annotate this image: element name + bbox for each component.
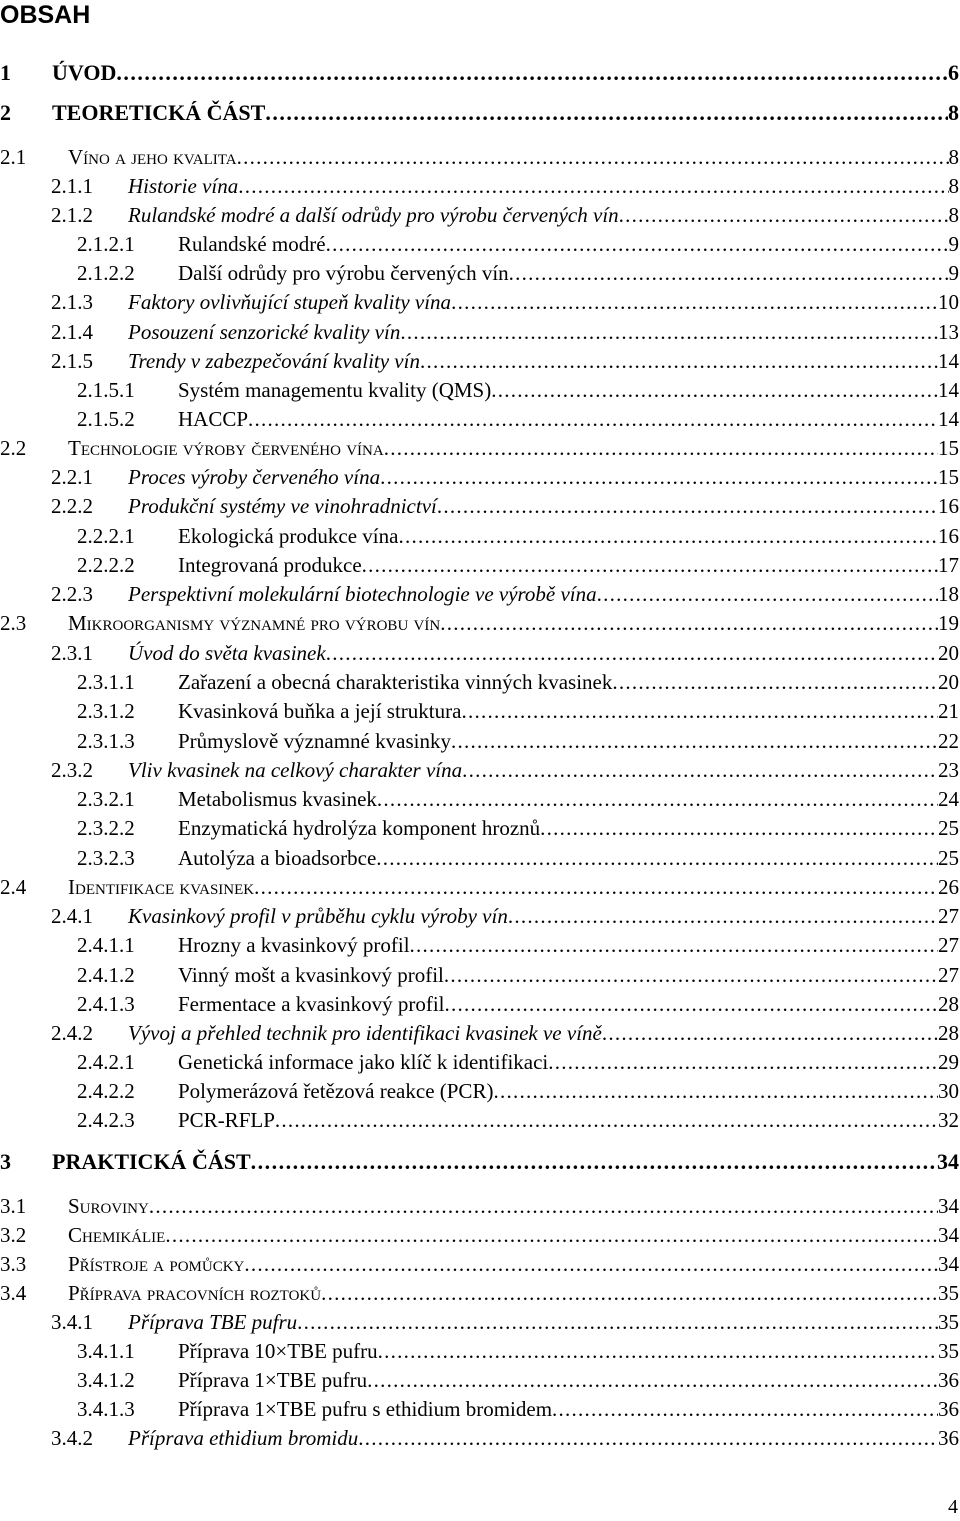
toc-dot-leader: [297, 1310, 938, 1334]
toc-entry[interactable]: [0, 345, 959, 373]
toc-entry-label: Hrozny a kvasinkový profil: [178, 933, 410, 957]
toc-entry-number: 2.1: [0, 145, 27, 169]
toc-entry-page: 34: [938, 1252, 959, 1276]
toc-entry-number: 1: [0, 60, 11, 85]
toc-entry-label: Posouzení senzorické kvality vín: [128, 320, 401, 344]
toc-entry-page: 14: [938, 378, 959, 402]
toc-entry-label: Příprava ethidium bromidu: [128, 1426, 359, 1450]
toc-dot-leader: [440, 611, 938, 635]
toc-entry-label: Vliv kvasinek na celkový charakter vína: [128, 758, 463, 782]
toc-entry[interactable]: [0, 1335, 959, 1363]
toc-entry-page: 20: [938, 641, 959, 665]
toc-entry[interactable]: [0, 286, 959, 314]
toc-entry-number: 2.1.4: [51, 320, 93, 344]
toc-entry[interactable]: [0, 1277, 959, 1305]
toc-dot-leader: [602, 1021, 938, 1045]
toc-entry-number: 2.4.1.1: [77, 933, 135, 957]
toc-entry[interactable]: [0, 432, 959, 460]
toc-entry-number: 2.1.2.1: [77, 232, 135, 256]
toc-entry-number: 2.1.5.1: [77, 378, 135, 402]
toc-entry-label: Příprava 10×TBE pufru: [178, 1339, 378, 1363]
toc-entry-label: Průmyslově významné kvasinky: [178, 729, 451, 753]
toc-dot-leader: [398, 524, 938, 548]
toc-entry-label: Trendy v zabezpečování kvality vín: [128, 349, 420, 373]
toc-entry-number: 2.3.2: [51, 758, 93, 782]
toc-dot-leader: [445, 992, 939, 1016]
toc-dot-leader: [540, 816, 938, 840]
toc-entry-number: 2.2.2.1: [77, 524, 135, 548]
toc-entry-page: 21: [938, 699, 959, 723]
toc-entry[interactable]: [0, 490, 959, 518]
toc-entry-label: Metabolismus kvasinek: [178, 787, 377, 811]
toc-entry-label: Technologie výroby červeného vína: [68, 436, 384, 460]
toc-entry-number: 2.4.1: [51, 904, 93, 928]
toc-entry-page: 34: [937, 1149, 959, 1174]
toc-entry-page: 36: [938, 1426, 959, 1450]
toc-entry-page: 9: [948, 261, 959, 285]
toc-dot-leader: [619, 203, 949, 227]
toc-entry-page: 28: [938, 992, 959, 1016]
toc-entry[interactable]: [0, 578, 959, 606]
toc-entry-page: 17: [938, 553, 959, 577]
toc-entry-label: Další odrůdy pro výrobu červených vín: [178, 261, 509, 285]
toc-entry[interactable]: [0, 1248, 959, 1276]
toc-entry[interactable]: [0, 228, 959, 256]
toc-entry[interactable]: [0, 725, 959, 753]
toc-entry[interactable]: [0, 170, 959, 198]
toc-dot-leader: [420, 349, 938, 373]
toc-entry-label: Kvasinkový profil v průběhu cyklu výroby vín: [128, 904, 508, 928]
toc-entry-label: Faktory ovlivňující stupeň kvality vína: [128, 290, 452, 314]
toc-dot-leader: [358, 1426, 938, 1450]
toc-entry-label: Identifikace kvasinek: [68, 875, 255, 899]
toc-entry-label: Kvasinková buňka a její struktura: [178, 699, 462, 723]
toc-entry-number: 2.3.2.1: [77, 787, 135, 811]
toc-dot-leader: [493, 1079, 938, 1103]
toc-dot-leader: [451, 729, 938, 753]
toc-entry-page: 27: [938, 904, 959, 928]
toc-entry[interactable]: [0, 57, 959, 85]
toc-entry-page: 15: [938, 465, 959, 489]
toc-entry-label: Přístroje a pomůcky: [68, 1252, 245, 1276]
toc-entry-label: Příprava 1×TBE pufru: [178, 1368, 368, 1392]
toc-entry-label: Proces výroby červeného vína: [128, 465, 381, 489]
toc-entry-label: ÚVOD: [52, 60, 117, 85]
toc-dot-leader: [548, 1050, 938, 1074]
toc-entry-number: 2.3.1.1: [77, 670, 135, 694]
toc-entry[interactable]: [0, 666, 959, 694]
toc-entry[interactable]: [0, 607, 959, 635]
toc-entry-number: 2.4.2.3: [77, 1108, 135, 1132]
toc-dot-leader: [362, 553, 938, 577]
toc-entry-page: 35: [938, 1281, 959, 1305]
toc-dot-leader: [326, 232, 949, 256]
toc-entry-number: 2.4.2.1: [77, 1050, 135, 1074]
toc-entry-number: 2.2.2: [51, 494, 93, 518]
toc-dot-leader: [462, 758, 938, 782]
toc-entry-label: Zařazení a obecná charakteristika vinných kvasinek: [178, 670, 613, 694]
toc-entry-page: 16: [938, 524, 959, 548]
toc-entry-page: 10: [938, 290, 959, 314]
toc-entry-page: 26: [938, 875, 959, 899]
toc-entry-page: 24: [938, 787, 959, 811]
toc-entry-page: 28: [938, 1021, 959, 1045]
toc-entry-page: 25: [938, 846, 959, 870]
toc-dot-leader: [116, 61, 948, 85]
toc-dot-leader: [244, 1252, 938, 1276]
toc-dot-leader: [597, 582, 938, 606]
toc-entry-label: Rulandské modré a další odrůdy pro výrobu červených vín: [128, 203, 619, 227]
toc-entry[interactable]: [0, 1422, 959, 1450]
toc-entry-page: 18: [938, 582, 959, 606]
toc-entry[interactable]: [0, 520, 959, 548]
toc-entry[interactable]: [0, 637, 959, 665]
toc-entry-number: 2.4.2: [51, 1021, 93, 1045]
toc-entry-label: Vývoj a přehled technik pro identifikaci kvasinek ve víně: [128, 1021, 602, 1045]
toc-dot-leader: [444, 963, 938, 987]
toc-dot-leader: [410, 933, 938, 957]
toc-entry-label: Rulandské modré: [178, 232, 326, 256]
page-title: OBSAH: [0, 1, 91, 29]
toc-entry-label: PCR-RFLP: [178, 1108, 275, 1132]
toc-entry[interactable]: [0, 871, 959, 899]
toc-entry-page: 8: [948, 174, 959, 198]
toc-dot-leader: [437, 494, 938, 518]
page-number: 4: [948, 1496, 958, 1518]
toc-dot-leader: [509, 261, 949, 285]
toc-dot-leader: [326, 641, 938, 665]
toc-entry-number: 2.4.1.3: [77, 992, 135, 1016]
toc-entry-number: 2.4: [0, 875, 27, 899]
toc-entry[interactable]: [0, 461, 959, 489]
toc-entry-label: PRAKTICKÁ ČÁST: [52, 1149, 251, 1174]
toc-dot-leader: [552, 1397, 938, 1421]
toc-entry-number: 3.3: [0, 1252, 27, 1276]
toc-entry-label: Autolýza a bioadsorbce: [178, 846, 377, 870]
toc-entry-page: 15: [938, 436, 959, 460]
toc-dot-leader: [321, 1281, 938, 1305]
toc-entry-page: 8: [948, 203, 959, 227]
toc-dot-leader: [149, 1194, 938, 1218]
toc-entry-label: Produkční systémy ve vinohradnictví: [128, 494, 437, 518]
toc-entry-number: 3.1: [0, 1194, 27, 1218]
toc-dot-leader: [248, 407, 938, 431]
toc-dot-leader: [238, 174, 948, 198]
toc-entry-page: 36: [938, 1397, 959, 1421]
toc-entry[interactable]: [0, 374, 959, 402]
toc-entry[interactable]: [0, 754, 959, 782]
toc-entry-label: TEORETICKÁ ČÁST: [52, 100, 266, 125]
toc-entry-page: 34: [938, 1223, 959, 1247]
toc-entry-number: 2.1.3: [51, 290, 93, 314]
toc-entry[interactable]: [0, 1306, 959, 1334]
toc-entry-label: Enzymatická hydrolýza komponent hroznů: [178, 816, 541, 840]
toc-entry-page: 25: [938, 816, 959, 840]
toc-entry-page: 8: [948, 145, 959, 169]
toc-entry-label: Ekologická produkce vína: [178, 524, 399, 548]
toc-entry-page: 35: [938, 1310, 959, 1334]
toc-entry-number: 2.2: [0, 436, 27, 460]
toc-dot-leader: [380, 465, 938, 489]
toc-entry-number: 2.3.1.2: [77, 699, 135, 723]
toc-entry-page: 36: [938, 1368, 959, 1392]
toc-entry-label: Historie vína: [128, 174, 239, 198]
toc-entry-number: 2.3.1: [51, 641, 93, 665]
toc-entry-label: Příprava 1×TBE pufru s ethidium bromidem: [178, 1397, 553, 1421]
toc-entry-page: 30: [938, 1079, 959, 1103]
toc-entry-number: 3: [0, 1149, 11, 1174]
toc-entry-label: Integrovaná produkce: [178, 553, 362, 577]
toc-entry-page: 6: [948, 60, 959, 85]
toc-entry-label: Mikroorganismy významné pro výrobu vín: [68, 611, 441, 635]
toc-dot-leader: [384, 436, 938, 460]
toc-dot-leader: [275, 1108, 938, 1132]
toc-dot-leader: [508, 904, 938, 928]
toc-dot-leader: [251, 1150, 937, 1174]
toc-entry-number: 2.1.1: [51, 174, 93, 198]
toc-entry-page: 9: [948, 232, 959, 256]
toc-dot-leader: [265, 101, 948, 125]
toc-dot-leader: [378, 1339, 938, 1363]
toc-entry[interactable]: [0, 812, 959, 840]
toc-entry-page: 32: [938, 1108, 959, 1132]
toc-entry[interactable]: [0, 988, 959, 1016]
toc-dot-leader: [367, 1368, 938, 1392]
toc-entry-page: 19: [938, 611, 959, 635]
toc-entry-number: 3.4.1.3: [77, 1397, 135, 1421]
toc-entry-number: 2.2.2.2: [77, 553, 135, 577]
toc-entry-number: 3.2: [0, 1223, 27, 1247]
toc-entry-label: Suroviny: [68, 1194, 149, 1218]
toc-dot-leader: [612, 670, 938, 694]
toc-entry[interactable]: [0, 929, 959, 957]
toc-entry-page: 16: [938, 494, 959, 518]
toc-entry-page: 29: [938, 1050, 959, 1074]
toc-entry-number: 3.4.1.2: [77, 1368, 135, 1392]
toc-entry[interactable]: [0, 783, 959, 811]
toc-entry-label: Polymerázová řetězová reakce (PCR): [178, 1079, 494, 1103]
toc-entry-page: 22: [938, 729, 959, 753]
toc-dot-leader: [400, 320, 938, 344]
toc-dot-leader: [491, 378, 938, 402]
toc-entry[interactable]: [0, 1104, 959, 1132]
toc-entry[interactable]: [0, 1393, 959, 1421]
toc-entry[interactable]: [0, 403, 959, 431]
toc-entry-number: 2.3.2.3: [77, 846, 135, 870]
toc-entry[interactable]: [0, 1219, 959, 1247]
toc-entry-page: 14: [938, 407, 959, 431]
toc-entry-label: Příprava TBE pufru: [128, 1310, 298, 1334]
toc-entry-number: 2.1.5: [51, 349, 93, 373]
toc-entry[interactable]: [0, 900, 959, 928]
toc-entry[interactable]: [0, 1075, 959, 1103]
toc-dot-leader: [254, 875, 938, 899]
toc-entry[interactable]: [0, 549, 959, 577]
toc-entry-label: Fermentace a kvasinkový profil: [178, 992, 445, 1016]
toc-entry[interactable]: [0, 695, 959, 723]
toc-entry-label: Úvod do světa kvasinek: [128, 641, 326, 665]
toc-entry-number: 2.3.1.3: [77, 729, 135, 753]
toc-entry[interactable]: [0, 1364, 959, 1392]
toc-entry[interactable]: [0, 141, 959, 169]
toc-entry-number: 2.1.2.2: [77, 261, 135, 285]
toc-entry[interactable]: [0, 1046, 959, 1074]
toc-entry[interactable]: [0, 1190, 959, 1218]
toc-entry[interactable]: [0, 257, 959, 285]
toc-entry[interactable]: [0, 316, 959, 344]
toc-entry-label: HACCP: [178, 407, 249, 431]
toc-dot-leader: [165, 1223, 938, 1247]
toc-entry-page: 23: [938, 758, 959, 782]
toc-entry[interactable]: [0, 1146, 959, 1174]
toc-entry-label: Systém managementu kvality (QMS): [178, 378, 492, 402]
toc-entry-label: Příprava pracovních roztoků: [68, 1281, 322, 1305]
toc-entry-number: 2.1.2: [51, 203, 93, 227]
toc-entry-page: 14: [938, 349, 959, 373]
toc-entry-number: 2.4.2.2: [77, 1079, 135, 1103]
toc-entry-page: 35: [938, 1339, 959, 1363]
toc-entry-page: 8: [948, 100, 959, 125]
toc-entry-number: 2.2.1: [51, 465, 93, 489]
toc-entry[interactable]: [0, 1017, 959, 1045]
toc-entry-label: Perspektivní molekulární biotechnologie ve výrobě vína: [128, 582, 597, 606]
toc-entry-page: 27: [938, 963, 959, 987]
toc-entry-label: Vinný mošt a kvasinkový profil: [178, 963, 444, 987]
toc-entry[interactable]: [0, 97, 959, 125]
toc-entry[interactable]: [0, 842, 959, 870]
toc-entry-number: 2.3: [0, 611, 27, 635]
toc-entry[interactable]: [0, 199, 959, 227]
toc-entry-label: Chemikálie: [68, 1223, 166, 1247]
toc-entry-number: 2.3.2.2: [77, 816, 135, 840]
toc-entry-number: 2: [0, 100, 11, 125]
toc-entry-number: 2.1.5.2: [77, 407, 135, 431]
toc-entry-label: Víno a jeho kvalita: [68, 145, 237, 169]
toc-entry-number: 2.4.1.2: [77, 963, 135, 987]
toc-dot-leader: [451, 290, 938, 314]
toc-entry-number: 3.4.2: [51, 1426, 93, 1450]
toc-entry-page: 34: [938, 1194, 959, 1218]
toc-entry-page: 13: [938, 320, 959, 344]
toc-entry-page: 27: [938, 933, 959, 957]
toc-entry-number: 3.4.1.1: [77, 1339, 135, 1363]
toc-dot-leader: [237, 145, 949, 169]
toc-entry-page: 20: [938, 670, 959, 694]
toc-dot-leader: [461, 699, 938, 723]
toc-dot-leader: [376, 846, 938, 870]
toc-entry[interactable]: [0, 959, 959, 987]
toc-entry-label: Genetická informace jako klíč k identifikaci: [178, 1050, 549, 1074]
toc-dot-leader: [377, 787, 938, 811]
toc-entry-number: 3.4: [0, 1281, 27, 1305]
toc-entry-number: 3.4.1: [51, 1310, 93, 1334]
toc-entry-number: 2.2.3: [51, 582, 93, 606]
